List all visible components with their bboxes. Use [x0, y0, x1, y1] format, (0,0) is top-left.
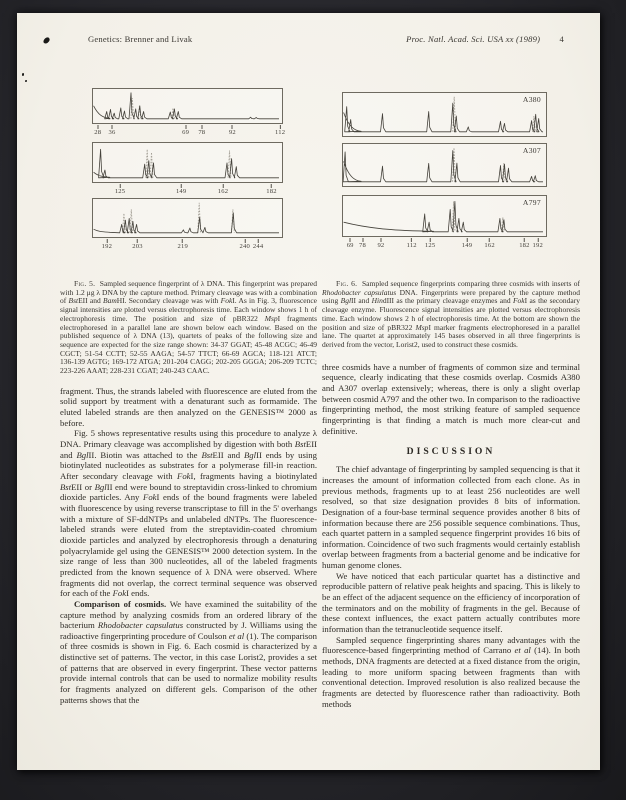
tick-label: 192 — [101, 242, 113, 250]
tick-label: 203 — [132, 242, 143, 250]
axis-tick — [359, 238, 366, 250]
right-column — [322, 280, 580, 709]
fig6-trace-A380 — [342, 92, 547, 137]
axis-tick — [266, 184, 277, 196]
trace-plot — [93, 143, 280, 180]
tick-label: 162 — [484, 241, 495, 249]
body-paragraph: fragment. Thus, the strands labeled with fluorescence are eluted from the solid support by treatment with a denaturant such as formamide. The eluted labeled strands are then analyzed on the GENESIS™ 2000 as before. — [60, 385, 317, 428]
fig6-caption-text: Sampled sequence fingerprints comparing three cosmids with inserts of Rhodobacter capsulatus DNA. Fingerprints were prepared by the capture method using BglII and HindIII as the primary cleavage enzymes and FokI as the secondary cleavage enzyme. Fluorescence signal intensities are plotted versus electrophoresis time. Each window shows 2 h of electrophoresis time. At the bottom are shown the position and size of pBR322 MspI marker fragments electrophoresed in a parallel lane. The quartet at approximately 145 bases observed in all three fingerprints is derived from the vector, Lorist2, used to construct these cosmids. — [322, 279, 580, 349]
axis-tick — [182, 125, 189, 137]
axis-tick — [484, 238, 495, 250]
page-header — [88, 34, 564, 44]
fig6-caption — [322, 280, 580, 350]
fig6-trace-A307 — [342, 143, 547, 187]
tick-label: 36 — [108, 128, 116, 136]
ink-speck — [22, 73, 24, 76]
fig5-axis-3 — [92, 239, 283, 252]
axis-tick — [218, 184, 229, 196]
axis-tick — [519, 238, 530, 250]
body-paragraph: The chief advantage of fingerprinting by sampled sequencing is that it increases the amount of information collected from each clone. As in previous methods, fragments up to at least 256 nucleotides are well resolved, so that size designation provides 8 bits of information. Designation of a four-base terminal sequence provides another 8 bits of information because there are 256 possible sequence combinations. Thus, each quartet pattern in a sampled sequence fingerprint provides 16 bits of information. Coincidence of two such fragments would certainly establish overlap between fragments from a bacterial genome and be indicative for human genome clones. — [322, 464, 580, 571]
fig5-trace-window-1 — [92, 88, 283, 124]
trace-main-channel — [344, 201, 543, 231]
body-paragraph: We have noticed that each particular quartet has a distinctive and reproducible pattern of relative peak heights and spacing. This is likely to be an effect of the adjacent sequence on the efficiency of incorporation of the terminators and on the mobility of fragments in the gel. Because of these context influences, the exact pattern actually contributes more information than the tetranucleotide sequence itself. — [322, 570, 580, 635]
tick-label: 69 — [182, 128, 190, 136]
tick-label: 78 — [359, 241, 366, 249]
left-column — [60, 280, 317, 705]
trace-plot — [93, 199, 280, 235]
trace-main-channel — [344, 103, 543, 132]
page-number: 4 — [559, 34, 564, 44]
axis-tick — [109, 125, 116, 137]
body-paragraph: Sampled sequence fingerprinting shares many advantages with the fluorescence-based fingerprinting method of Carrano et al (14). In both methods, DNA fragments are detected at a fixed distance from the origin, leading to more uniform spacing between fragments than with conventional detection. Improved resolution is also realized because the fragments are detected by fluorescence rather than radioactivity. Both methods — [322, 634, 581, 709]
trace-plot — [343, 196, 544, 234]
tick-label: 162 — [217, 187, 229, 195]
running-head-section: Genetics: Brenner and Livak — [88, 34, 193, 44]
axis-tick — [407, 238, 417, 250]
axis-tick — [176, 184, 187, 196]
tick-label: 240 — [239, 242, 251, 250]
fig6-trace-A797 — [342, 195, 547, 237]
body-paragraph: Comparison of cosmids. We have examined the suitability of the capture method by analyzing cosmids from an ordered library of the bacterium Rhodobacter capsulatus constructed by J. Williams using the radioactive fingerprinting procedure of Coulson et al (1). The comparison of three cosmids is shown in Fig. 6. Each cosmid is characterized by a distinctive set of patterns. The vector, in this case Lorist2, provides a set of patterns that are observed in every fingerprint. These vector patterns provide internal controls that can be used to normalize mobility results for fragments analyzed on different gels. Comparison of the other patterns shows that the — [60, 598, 317, 705]
tick-label: 182 — [266, 187, 277, 195]
running-head-journal-group — [406, 34, 564, 44]
tick-label: 112 — [275, 128, 286, 136]
fig5-caption-label: Fig. 5. — [74, 279, 96, 288]
axis-tick — [115, 184, 126, 196]
trace-light-channel — [123, 203, 235, 233]
tick-label: 182 — [519, 241, 530, 249]
axis-tick — [132, 239, 143, 251]
tick-label: 92 — [228, 128, 236, 136]
trace-light-channel — [453, 148, 506, 182]
body-paragraph: three cosmids have a number of fragments of common size and terminal sequence, clearly indicating that these cosmids overlap. Cosmids A380 and A307 overlap extensively; whereas, there is only a slight overlap between cosmid A797 and the other two. In comparison to the radioactive fingerprinting method, the most striking feature of sampled sequence fingerprinting is that finding a match is much more clear-cut and definitive. — [322, 361, 580, 436]
tick-label: 192 — [532, 241, 544, 249]
axis-tick — [425, 238, 436, 250]
fig5-trace-window-2 — [92, 142, 283, 183]
tick-label: 28 — [94, 128, 102, 136]
tick-label: 112 — [406, 241, 417, 249]
axis-tick — [533, 238, 544, 250]
ink-speck — [42, 36, 51, 44]
axis-tick — [377, 238, 384, 250]
axis-tick — [229, 125, 236, 137]
cosmid-label-a307: A307 — [522, 146, 541, 155]
tick-label: 244 — [252, 242, 264, 250]
axis-tick — [240, 239, 251, 251]
axis-tick — [462, 238, 473, 250]
figure-6 — [342, 92, 547, 254]
trace-main-channel — [94, 93, 279, 119]
trace-main-channel — [94, 149, 279, 178]
tick-label: 78 — [198, 128, 206, 136]
fig5-trace-window-3 — [92, 198, 283, 238]
trace-main-channel — [94, 213, 279, 233]
tick-label: 219 — [177, 242, 188, 250]
tick-label: 69 — [346, 241, 354, 249]
tick-label: 125 — [114, 187, 126, 195]
fig5-axis-2 — [92, 184, 283, 197]
fig6-axis — [342, 238, 547, 251]
trace-plot — [93, 89, 280, 121]
tick-label: 125 — [424, 241, 436, 249]
trace-main-channel — [343, 151, 543, 182]
ink-speck — [25, 80, 27, 82]
axis-tick — [253, 239, 264, 251]
fig5-axis-1 — [92, 125, 286, 138]
axis-tick — [177, 239, 188, 251]
axis-tick — [347, 238, 354, 250]
tick-label: 149 — [175, 187, 187, 195]
fig6-caption-label: Fig. 6. — [336, 279, 358, 288]
axis-tick — [102, 239, 113, 251]
fig5-caption-text: Sampled sequence fingerprint of λ DNA. This fingerprint was prepared with 1.2 μg λ DNA by the capture method. Primary cleavage was with a combination of BstEII and BamHI. Secondary cleavage was with FokI. As in Fig. 3, fluorescence signal intensities are plotted versus electrophoresis time. Each window shows 1 h of electrophoresis time. The position and size of pBR322 MspI fragments electrophoresed in a parallel lane are shown below each window. Based on the published sequence of λ DNA (13), quartets of peaks of the following size and sequence are expected for the size range shown: 34-37 GGAT; 45-48 ACGC; 46-49 CGCT; 51-54 CCTT; 52-55 AAGA; 54-57 TTCT; 66-69 AGCA; 118-121 ATCT; 136-139 AGTG; 169-172 ATGA; 201-204 CAGG; 202-205 GGGA; 206-209 TCTC; 223-226 AAAT; 228-231 CGAT; 240-243 CAAC. — [60, 279, 318, 376]
tick-label: 92 — [377, 241, 385, 249]
axis-tick — [275, 125, 285, 137]
axis-tick — [94, 125, 101, 137]
journal-citation: Proc. Natl. Acad. Sci. USA xx (1989) — [406, 34, 541, 44]
trace-light-channel — [146, 149, 231, 178]
axis-tick — [198, 125, 205, 137]
trace-plot — [343, 93, 544, 134]
paper-page — [17, 13, 600, 770]
body-paragraph: Fig. 5 shows representative results using this procedure to analyze λ DNA. Primary cleavage was accomplished by digestion with both BstEII and BglII. Biotin was attached to the BstEII and BglII ends by using biotinylated nucleotides as substrates for a polymerase fill-in reaction. After secondary cleavage with FokI, fragments having a biotinylated BstEII or BglII end were bound to streptavidin cross-linked to chromium dioxide particles. Any FokI ends of the bound fragments were labeled with fluorescence by using reverse transcriptase to fill in the 5' overhangs with a mixture of SF-ddNTPs and unlabeled dNTPs. The fluorescence-labeled strands were eluted from the streptavidin-coated chromium dioxide particles and analyzed by electrophoresis through a denaturing polyacrylamide gel using the GENESIS™ 2000 detection system. In the size range of less than 300 nucleotides, all of the labeled fragments predicted from the known sequence of λ DNA were observed. Where fragments did not overlap, the correct terminal sequence was observed for each of the FokI ends. — [60, 428, 317, 599]
tick-label: 149 — [461, 241, 473, 249]
figure-5 — [92, 88, 286, 256]
fig5-caption — [60, 280, 317, 376]
trace-plot — [343, 144, 544, 184]
trace-light-channel — [131, 98, 175, 119]
discussion-heading: DISCUSSION — [406, 446, 496, 458]
cosmid-label-a797: A797 — [522, 198, 541, 207]
cosmid-label-a380: A380 — [522, 95, 541, 104]
